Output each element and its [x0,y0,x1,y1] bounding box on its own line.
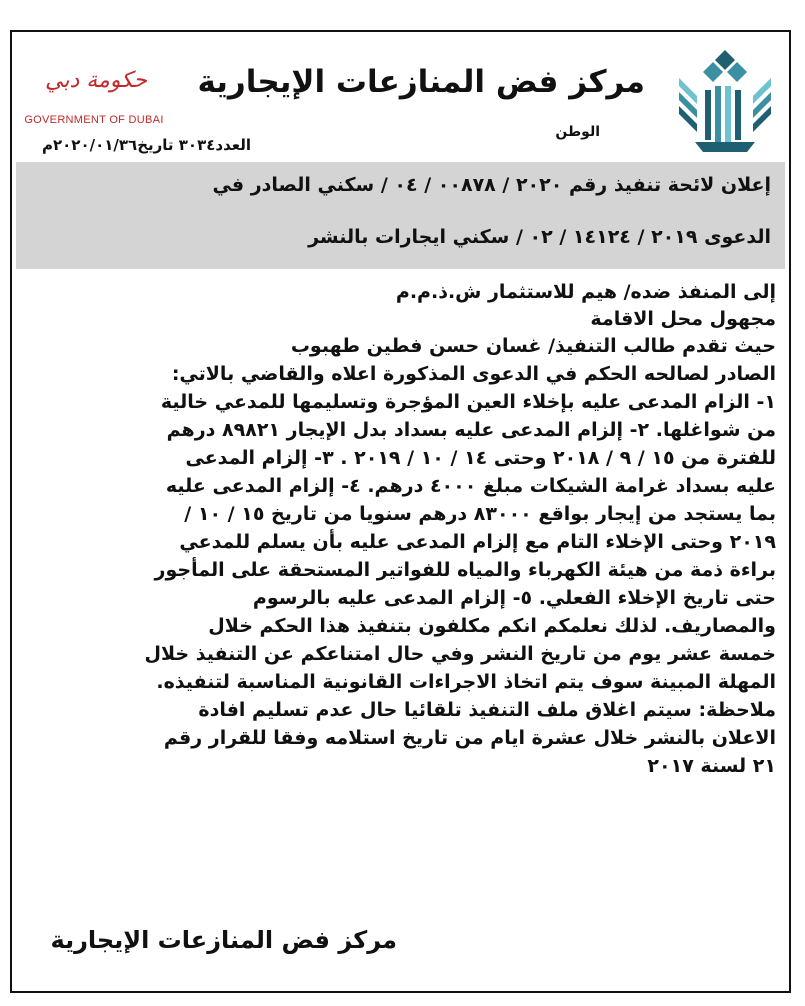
page-title: مركز فض المنازعات الإيجارية [197,64,645,100]
banner-line-2: الدعوى ٢٠١٩ / ١٤١٢٤ / ٠٢ / سكني ايجارات بالنشر [308,226,771,248]
body-line: بما يستجد من إيجار بواقع ٨٣٠٠٠ درهم سنويا من تاريخ ١٥ / ١٠ / [184,503,776,525]
body-line: من شواغلها. ٢- إلزام المدعى عليه بسداد بدل الإيجار ٨٩٨٢١ درهم [166,419,776,441]
body-intro-line: إلى المنفذ ضده/ هيم للاستثمار ش.ذ.م.م [395,281,776,303]
body-line: ٢١ لسنة ٢٠١٧ [647,755,776,777]
banner-line-1: إعلان لائحة تنفيذ رقم ٢٠٢٠ / ٠٠٨٧٨ / ٠٤ / سكني الصادر في [212,174,771,196]
body-line: المهلة المبينة سوف يتم اتخاذ الاجراءات القانونية المناسبة لتنفيذه. [156,671,776,693]
government-logo-arabic: حكومة دبي [45,68,147,93]
body-line: ٢٠١٩ وحتى الإخلاء التام مع إلزام المدعى عليه بأن يسلم للمدعي [179,531,776,553]
body-line: عليه بسداد غرامة الشيكات مبلغ ٤٠٠٠ درهم. ٤- إلزام المدعى عليه [165,475,776,497]
government-logo-english: GOVERNMENT OF DUBAI [24,114,164,126]
footer-signature: مركز فض المنازعات الإيجارية [50,926,397,954]
body-line: ١- الزام المدعى عليه بإخلاء العين المؤجرة وتسليمها للمدعي خالية [160,391,776,413]
body-line: الصادر لصالحه الحكم في الدعوى المذكورة اعلاه والقاضي بالاتي: [171,363,776,385]
body-line: والمصاريف. لذلك نعلمكم انكم مكلفون بتنفيذ هذا الحكم خلال [208,615,776,637]
body-line: للفترة من ١٥ / ٩ / ٢٠١٨ وحتى ١٤ / ١٠ / ٢٠١٩ . ٣- إلزام المدعى [185,447,776,469]
body-line: ملاحظة: سيتم اغلاق ملف التنفيذ تلقائيا حال عدم تسليم افادة [198,699,776,721]
body-line: خمسة عشر يوم من تاريخ النشر وفي حال امتناعكم عن التنفيذ خلال [144,643,776,665]
body-intro-line: حيث تقدم طالب التنفيذ/ غسان حسن فطين طهبوب [290,335,776,357]
body-line: حتى تاريخ الإخلاء الفعلي. ٥- إلزام المدعى عليه بالرسوم [252,587,776,609]
newspaper-source: الوطن [555,124,600,140]
body-intro-line: مجهول محل الاقامة [590,308,776,330]
announcement-banner [16,162,785,269]
rental-dispute-center-logo-icon [675,48,775,156]
issue-date: العدد٣٠٣٤ تاريخ٢٠٢٠/٠١/٣٦م [42,136,252,154]
announcement-body [16,279,776,780]
body-line: الاعلان بالنشر خلال عشرة ايام من تاريخ استلامه وفقا للقرار رقم [163,727,776,749]
body-line: براءة ذمة من هيئة الكهرباء والمياه للفواتير المستحقة على المأجور [154,559,776,581]
